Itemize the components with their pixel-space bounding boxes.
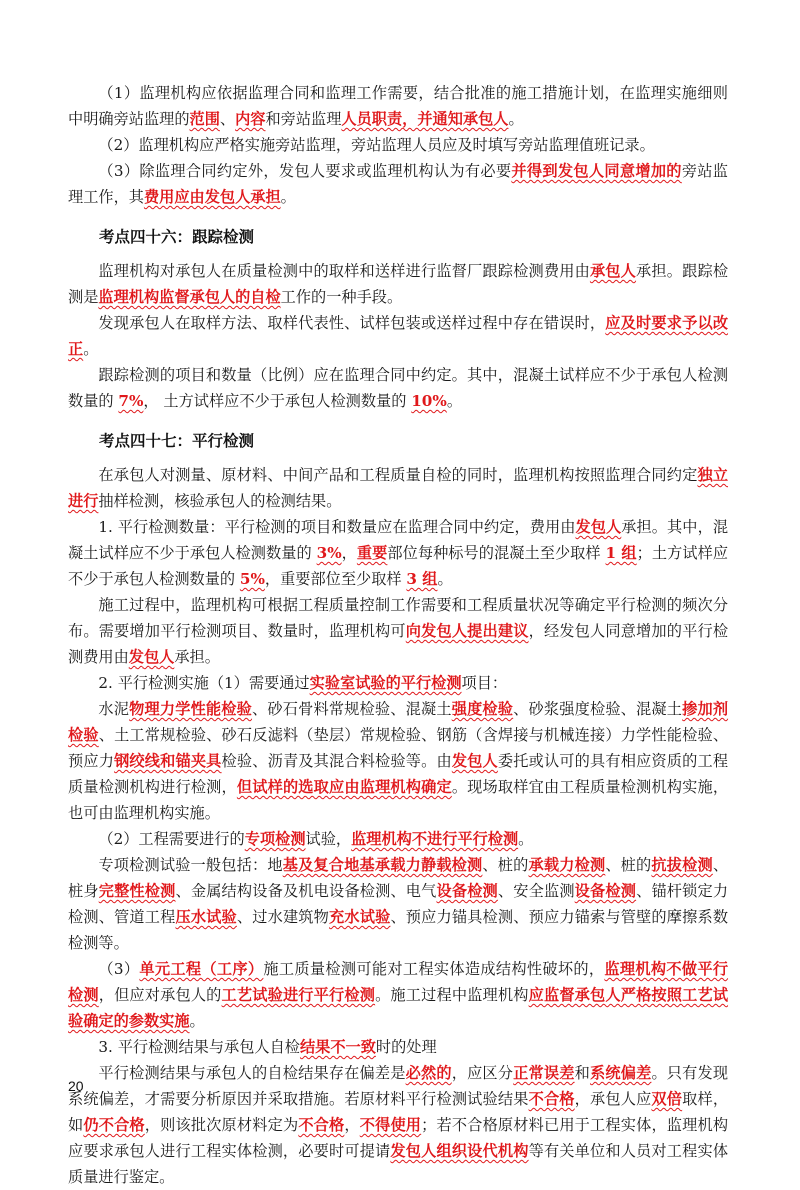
text-run: （2）监理机构应严格实施旁站监理，旁站监理人员应及时填写旁站监理值班记录。 [98, 136, 655, 154]
paragraph [68, 462, 728, 514]
highlighted-text: 掺加剂检验 [68, 700, 729, 744]
text-run: 试验， [305, 830, 352, 848]
text-run: 、土工常规检验、砂石反滤料（垫层）常规检验、钢筋（含焊接与机械连接）力学性能检验、预应力 [68, 726, 729, 770]
page-number: 20 [68, 1078, 84, 1094]
highlighted-text: 但试样的选取应由监理机构确定 [236, 778, 452, 796]
text-run: 专项检测试验一般包括：地 [98, 856, 283, 874]
highlighted-text: 完整性检测 [98, 882, 176, 900]
text-run: （1）监理机构应依据监理合同和监理工作需要，结合批准的施工措施计划，在监理实施细则中明确旁站监理的 [68, 84, 728, 128]
highlighted-text: 监理机构监督承包人的自检 [98, 288, 281, 306]
highlighted-text: 基及复合地基承载力静载检测 [282, 856, 483, 874]
highlighted-text: 并得到发包人同意增加的 [511, 162, 682, 180]
highlighted-text: 设备检测 [436, 882, 498, 900]
text-run: 发现承包人在取样方法、取样代表性、试样包装或送样过程中存在错误时， [98, 314, 606, 332]
text-run: 、砂浆强度检验、混凝土 [513, 700, 683, 718]
text-run: 委托或认可的具有相应资质的工程质量检测机构进行检测， [68, 752, 729, 796]
paragraph [68, 1060, 728, 1190]
highlighted-text: 钢绞线和锚夹具 [114, 752, 222, 770]
text-run: 、安全监测 [497, 882, 575, 900]
text-run: 时的处理 [375, 1038, 437, 1056]
text-run: 。 [446, 392, 462, 410]
highlighted-text: 应及时要求予以改正 [68, 314, 729, 358]
paragraph [68, 514, 728, 592]
text-run: 、预应力锚具检测、预应力锚索与管壁的摩擦系数检测等。 [68, 908, 729, 952]
text-run: 工作的一种手段。 [280, 288, 403, 306]
section-heading [68, 224, 728, 250]
text-run: 、锚杆锁定力检测、管道工程 [68, 882, 729, 926]
text-run: 和 [574, 1064, 590, 1082]
paragraph [68, 696, 728, 826]
highlighted-text: 3% [316, 544, 342, 562]
text-run: 。 [280, 188, 296, 206]
highlighted-text: 不合格 [528, 1090, 575, 1108]
highlighted-text: 必然的 [405, 1064, 452, 1082]
text-run: 承担。跟踪检测是 [68, 262, 729, 306]
highlighted-text: 10% [411, 392, 447, 410]
text-run: ， [341, 544, 357, 562]
text-run: 施工过程中，监理机构可根据工程质量控制工作需要和工程质量状况等确定平行检测的频次分布。需要增加平行检测项目、数量时，监理机构可 [68, 596, 728, 640]
text-run: 、桩的 [482, 856, 529, 874]
text-run: 部位每种标号的混凝土至少取样 [387, 544, 606, 562]
text-run: 。 [518, 830, 534, 848]
highlighted-text: 监理机构不做平行检测 [68, 960, 729, 1004]
section-heading [68, 428, 728, 454]
text-run: ，重要部位至少取样 [264, 570, 407, 588]
highlighted-text: 5% [239, 570, 265, 588]
highlighted-text: 正常误差 [513, 1064, 575, 1082]
text-run: 、 [219, 110, 236, 128]
text-run: 。 [83, 340, 99, 358]
highlighted-text: 压水试验 [175, 908, 237, 926]
highlighted-text: 独立进行 [68, 466, 729, 510]
document-body [68, 80, 728, 1190]
text-run: 1. 平行检测数量：平行检测的项目和数量应在监理合同中约定，费用由 [98, 518, 576, 536]
highlighted-text: 发包人 [575, 518, 622, 536]
text-run: 3. 平行检测结果与承包人自检 [98, 1038, 300, 1056]
text-run: 抽样检测，核验承包人的检测结果。 [98, 492, 342, 510]
text-run: ， [344, 1116, 360, 1134]
highlighted-text: 范围 [189, 110, 220, 128]
text-run: ，承包人应 [574, 1090, 652, 1108]
highlighted-text: 费用应由发包人承担 [143, 188, 281, 206]
text-run: 旁站监理工作，其 [68, 162, 728, 206]
text-run: 、过水建筑物 [236, 908, 330, 926]
paragraph [68, 852, 728, 956]
highlighted-text: 7% [118, 392, 144, 410]
text-run: 、桩身 [68, 856, 729, 900]
highlighted-text: 3 组 [406, 570, 438, 588]
text-run: 和旁站监理 [265, 110, 342, 128]
paragraph [68, 826, 728, 852]
highlighted-text: 1 组 [605, 544, 637, 562]
text-run: 取样，如 [68, 1090, 729, 1134]
highlighted-text: 发包人组织设代机构 [390, 1142, 529, 1160]
text-run: 2. 平行检测实施（1）需要通过 [98, 674, 310, 692]
text-run: 、砂石骨料常规检验、混凝土 [252, 700, 452, 718]
text-run: 考点四十七：平行检测 [99, 432, 255, 450]
text-run: 承担。 [174, 648, 220, 666]
text-run: ，经发包人同意增加的平行检测费用由 [68, 622, 729, 666]
text-run: 检验、沥青及其混合料检验等。由 [221, 752, 452, 770]
highlighted-text: 内容 [235, 110, 266, 128]
text-run: 。 [508, 110, 524, 128]
highlighted-text: 发包人 [451, 752, 498, 770]
text-run: 水泥 [98, 700, 130, 718]
highlighted-text: 充水试验 [329, 908, 391, 926]
highlighted-text: 工艺试验进行平行检测 [221, 986, 376, 1004]
highlighted-text: 监理机构不进行平行检测 [351, 830, 519, 848]
highlighted-text: 人员职责，并通知承包人 [341, 110, 509, 128]
paragraph [68, 362, 728, 414]
highlighted-text: 向发包人提出建议 [405, 622, 529, 640]
text-run: （3）除监理合同约定外，发包人要求或监理机构认为有必要 [98, 162, 512, 180]
text-run: 等有关单位和人员对工程实体质量进行鉴定。 [68, 1142, 729, 1186]
text-run: 。施工过程中监理机构 [375, 986, 529, 1004]
highlighted-text: 专项检测 [244, 830, 306, 848]
highlighted-text: 应监督承包人严格按照工艺试验确定的参数实施 [68, 986, 729, 1030]
text-run: ，则该批次原材料定为 [144, 1116, 299, 1134]
text-run: ；土方试样应不少于承包人检测数量的 [68, 544, 729, 588]
paragraph [68, 1034, 728, 1060]
highlighted-text: 承载力检测 [528, 856, 606, 874]
highlighted-text: 双倍 [651, 1090, 683, 1108]
text-run: 施工质量检测可能对工程实体造成结构性破坏的， [263, 960, 605, 978]
text-run: 承担。其中，混凝土试样应不少于承包人检测数量的 [68, 518, 729, 562]
paragraph [68, 132, 728, 158]
text-run: ，但应对承包人的 [98, 986, 222, 1004]
paragraph [68, 592, 728, 670]
highlighted-text: 承包人 [589, 262, 637, 280]
highlighted-text: 不得使用 [359, 1116, 422, 1134]
text-run: 。 [189, 1012, 205, 1030]
highlighted-text: 不合格 [298, 1116, 345, 1134]
paragraph [68, 670, 728, 696]
text-run: （2）工程需要进行的 [98, 830, 245, 848]
text-run: 。 [437, 570, 453, 588]
highlighted-text: 强度检验 [451, 700, 514, 718]
text-run: 。只有发现系统偏差，才需要分析原因并采取措施。若原材料平行检测试验结果 [68, 1064, 729, 1108]
text-run: 考点四十六：跟踪检测 [99, 228, 255, 246]
paragraph [68, 80, 728, 132]
paragraph [68, 310, 728, 362]
text-run: 。现场取样宜由工程质量检测机构实施，也可由监理机构实施。 [68, 778, 729, 822]
text-run: ， 土方试样应不少于承包人检测数量的 [143, 392, 412, 410]
highlighted-text: 系统偏差 [589, 1064, 652, 1082]
text-run: 、金属结构设备及机电设备检测、电气 [175, 882, 437, 900]
highlighted-text: 发包人 [128, 648, 175, 666]
text-run: 项目： [461, 674, 508, 692]
text-run: （3） [98, 960, 140, 978]
highlighted-text: 重要 [356, 544, 388, 562]
highlighted-text: 仍不合格 [83, 1116, 145, 1134]
highlighted-text: 抗拔检测 [651, 856, 713, 874]
paragraph [68, 258, 728, 310]
paragraph [68, 956, 728, 1034]
text-run: 平行检测结果与承包人的自检结果存在偏差是 [98, 1064, 406, 1082]
text-run: 跟踪检测的项目和数量（比例）应在监理合同中约定。其中，混凝土试样应不少于承包人检测数量的 [68, 366, 728, 410]
text-run: 监理机构对承包人在质量检测中的取样和送样进行监督厂跟踪检测费用由 [98, 262, 590, 280]
highlighted-text: 结果不一致 [299, 1038, 376, 1056]
text-run: 在承包人对测量、原材料、中间产品和工程质量自检的同时，监理机构按照监理合同约定 [98, 466, 698, 484]
text-run: ，应区分 [451, 1064, 514, 1082]
text-run: ；若不合格原材料已用于工程实体，监理机构应要求承包人进行工程实体检测，必要时可提请 [68, 1116, 729, 1160]
highlighted-text: 物理力学性能检验 [129, 700, 253, 718]
highlighted-text: 设备检测 [574, 882, 637, 900]
highlighted-text: 实验室试验的平行检测 [309, 674, 462, 692]
paragraph [68, 158, 728, 210]
text-run: 、桩的 [605, 856, 652, 874]
highlighted-text: 单元工程（工序） [139, 960, 264, 978]
